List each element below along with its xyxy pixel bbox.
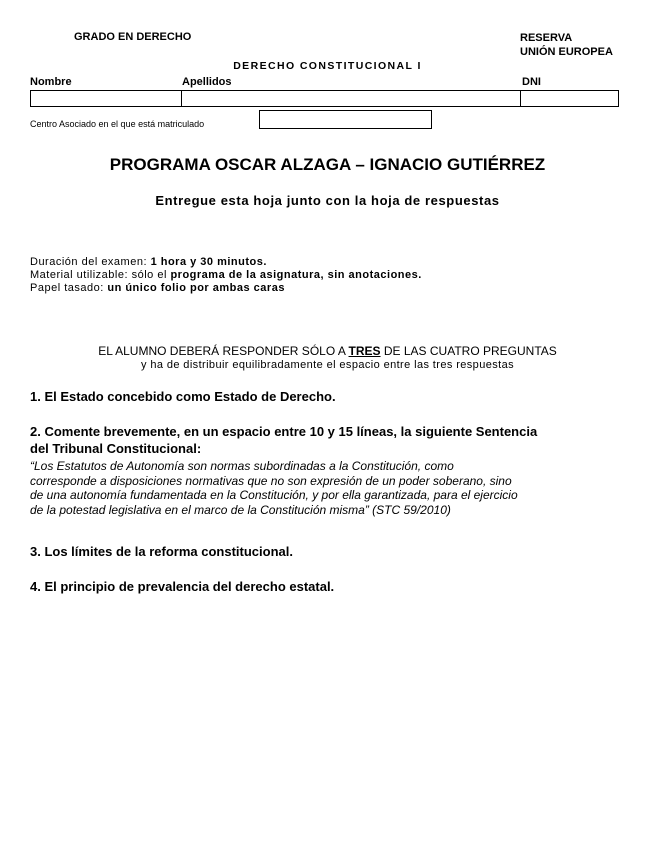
- question-3: 3. Los límites de la reforma constitucional.: [30, 544, 293, 559]
- duration-line: Duración del examen: 1 hora y 30 minutos.: [30, 256, 267, 268]
- question-2-line-2: del Tribunal Constitucional:: [30, 441, 202, 456]
- question-2-quote: “Los Estatutos de Autonomía son normas subordinadas a la Constitución, como corresponde a disposiciones normativas que no son expresión de un poder soberano, sino de una autonomía fundamentada en la Constitución, y por ella garantizada, para el ejercicio de la potestad legislativa en el marco de la Constitución misma” (STC 59/2010): [30, 459, 518, 517]
- degree-label: GRADO EN DERECHO: [74, 31, 192, 43]
- program-title: PROGRAMA OSCAR ALZAGA – IGNACIO GUTIÉRREZ: [109, 155, 546, 174]
- question-2-line-1: 2. Comente brevemente, en un espacio entre 10 y 15 líneas, la siguiente Sentencia: [30, 424, 538, 439]
- exam-info: [30, 256, 422, 295]
- nombre-label: Nombre: [30, 76, 72, 88]
- dni-label: DNI: [522, 76, 541, 88]
- exam-type-label: [520, 31, 613, 59]
- union-europea-label: UNIÓN EUROPEA: [520, 46, 613, 58]
- apellidos-field[interactable]: [181, 90, 521, 107]
- material-line: Material utilizable: sólo el programa de la asignatura, sin anotaciones.: [30, 269, 422, 281]
- submission-note: Entregue esta hoja junto con la hoja de respuestas: [155, 193, 500, 208]
- centro-asociado-field[interactable]: [259, 110, 432, 129]
- instructions-line-2: y ha de distribuir equilibradamente el espacio entre las tres respuestas: [140, 359, 515, 371]
- reserva-label: RESERVA: [520, 32, 573, 44]
- nombre-field[interactable]: [30, 90, 182, 107]
- subject-title: DERECHO CONSTITUCIONAL I: [233, 60, 422, 72]
- instructions-line-1: EL ALUMNO DEBERÁ RESPONDER SÓLO A TRES DE LAS CUATRO PREGUNTAS: [98, 344, 557, 358]
- question-1: 1. El Estado concebido como Estado de Derecho.: [30, 389, 336, 404]
- centro-asociado-label: Centro Asociado en el que está matriculado: [30, 119, 205, 129]
- question-4: 4. El principio de prevalencia del derecho estatal.: [30, 579, 335, 594]
- paper-line: Papel tasado: un único folio por ambas caras: [30, 282, 285, 294]
- apellidos-label: Apellidos: [182, 76, 232, 88]
- dni-field[interactable]: [520, 90, 619, 107]
